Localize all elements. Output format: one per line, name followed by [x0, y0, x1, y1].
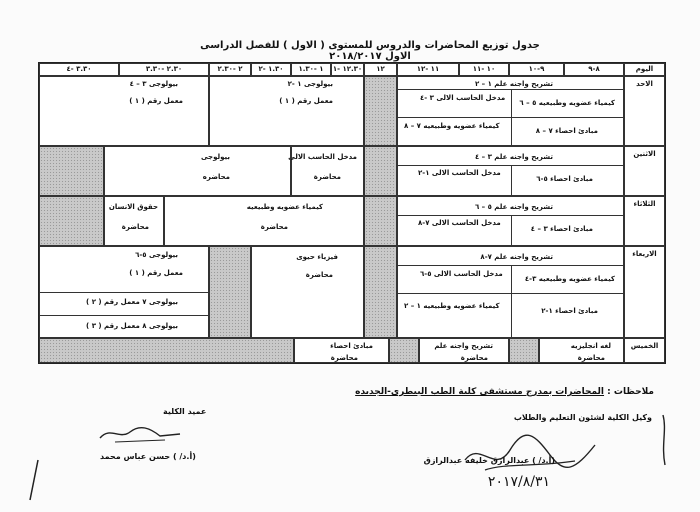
day-tuesday: الثلاثاء	[624, 196, 665, 246]
slot-header: ٣.٣٠ -٤	[39, 63, 119, 76]
lecture-title: بيولوجى	[200, 153, 230, 161]
monday-bio-lecture	[104, 146, 291, 196]
slot-header: ١٢	[364, 63, 397, 76]
lecture-sub: محاضرة	[313, 173, 341, 181]
sunday-bio-lab-2	[39, 76, 209, 146]
wednesday-bio-labs	[39, 246, 209, 338]
slot-header: ١١ -١٢	[397, 63, 459, 76]
bio-title: بيولوجى ١ -٢	[287, 80, 333, 88]
bio-lab: معمل رقم ( ١ )	[279, 97, 333, 105]
lecture-sub: محاضرة	[260, 223, 288, 231]
lecture-title: كيمياء عضويه وطبيعيه	[246, 203, 323, 211]
break-cell	[364, 246, 397, 338]
slot-header: ١.٣٠ -٢	[251, 63, 291, 76]
margin-mark	[655, 410, 675, 470]
slot-header: ٢.٣٠ -٣.٣٠	[119, 63, 209, 76]
break-cell	[364, 76, 397, 146]
sunday-sessions	[397, 76, 624, 146]
bio-title: بيولوجى ٣ – ٤	[129, 80, 178, 88]
header-day: اليوم	[624, 63, 665, 76]
notes-label: ملاحظات :	[607, 387, 654, 397]
monday-session-stats: مبادئ احصاء ٥-٦	[536, 175, 593, 183]
break-cell	[364, 146, 397, 196]
lecture-sub: محاضرة	[121, 223, 149, 231]
vice-dean-name: (أ.د/ ) عبدالرازق خليفه عبدالرازق	[423, 456, 555, 465]
sunday-session-chem: كيمياء عضويه وطبيعيه ٥ – ٦	[519, 99, 615, 107]
bio-lab: معمل رقم ( ١ )	[129, 269, 183, 277]
lecture-title: فيزياء حيوى	[296, 253, 338, 261]
margin-mark	[20, 455, 50, 505]
wednesday-session-anatomy: تشريح واجنه علم ٧-٨	[480, 253, 553, 261]
empty-cell	[39, 196, 104, 246]
empty-cell	[39, 146, 104, 196]
schedule-table	[38, 62, 666, 364]
monday-session-computer: مدخل الحاسب الالى ١-٢	[418, 169, 501, 177]
wednesday-sessions	[397, 246, 624, 338]
sunday-session-computer: مدخل الحاسب الالى ٣ -٤	[420, 94, 506, 102]
monday-computer-lecture	[288, 146, 364, 196]
vice-dean-title: وكيل الكلية لشئون التعليم والطلاب	[513, 413, 652, 422]
bio-lab-group: بيولوجى ٨ معمل رقم ( ٣ )	[86, 322, 178, 330]
thursday-english	[539, 338, 624, 363]
slot-header: ١٢.٣٠ -١	[331, 63, 364, 76]
wednesday-session-stats: مبادئ احصاء ١-٢	[541, 307, 598, 315]
day-thursday: الخميس	[624, 338, 665, 363]
thursday-anatomy	[419, 338, 509, 363]
dean-title: عميد الكلية	[163, 407, 207, 416]
sunday-session-stats: مبادئ احصاء ٧ – ٨	[535, 127, 598, 135]
empty-cell	[389, 338, 419, 363]
sunday-session-anatomy: تشريح واجنه علم ١ – ٢	[474, 80, 553, 88]
empty-cell	[39, 338, 294, 363]
break-cell	[364, 196, 397, 246]
tuesday-session-stats: مبادئ احصاء ٣ – ٤	[530, 225, 593, 233]
sunday-session-chem2: كيمياء عضويه وطبيعيه ٧ – ٨	[404, 122, 500, 130]
lecture-title: تشريح واجنه علم	[434, 342, 493, 350]
page-title: جدول توزيع المحاضرات والدروس للمستوى ( الاول ) للفصل الدراسى الاول ٢٠١٨/٢٠١٧	[200, 40, 540, 62]
wednesday-session-chem2: كيمياء عضويه وطبيعيه ١ – ٢	[404, 302, 500, 310]
tuesday-chem-lecture	[164, 196, 364, 246]
lecture-title: مدخل الحاسب الالى	[288, 153, 357, 161]
bio-title: بيولوجى ٥-٦	[135, 251, 178, 259]
wednesday-session-computer: مدخل الحاسب الالى ٥-٦	[420, 270, 503, 278]
day-sunday: الاحد	[624, 76, 665, 146]
tuesday-sessions	[397, 196, 624, 246]
notes	[355, 387, 654, 397]
lecture-sub: محاضره	[202, 173, 230, 181]
empty-cell	[209, 246, 251, 338]
thursday-stats	[294, 338, 389, 363]
slot-header: ٨-٩	[564, 63, 624, 76]
sunday-bio-lab-1	[209, 76, 364, 146]
lecture-sub: محاضرة	[305, 271, 333, 279]
slot-header: ١ -١.٣٠	[291, 63, 331, 76]
wednesday-physics-lecture	[251, 246, 364, 338]
slot-header: ٩-١٠	[509, 63, 564, 76]
monday-sessions	[397, 146, 624, 196]
slot-header: ١٠ -١١	[459, 63, 509, 76]
wednesday-session-chem: كيمياء عضويه وطبيعيه ٣-٤	[524, 275, 615, 283]
slot-header: ٢ -٢.٣٠	[209, 63, 251, 76]
lecture-title: لغه انجليزيه	[570, 342, 611, 350]
lecture-title: حقوق الانسان	[108, 203, 158, 211]
bio-lab-group: بيولوجى ٧ معمل رقم ( ٢ )	[86, 298, 178, 306]
tuesday-human-rights	[104, 196, 164, 246]
lecture-sub: محاضرة	[577, 354, 605, 362]
tuesday-session-computer: مدخل الحاسب الالى ٧-٨	[418, 219, 501, 227]
bio-lab: معمل رقم ( ١ )	[129, 97, 183, 105]
dean-signature	[95, 418, 185, 448]
dean-name: (أ.د/ ) حسن عباس محمد	[100, 452, 196, 461]
lecture-sub: محاضرة	[330, 354, 358, 362]
monday-session-anatomy: تشريح واجنه علم ٣ – ٤	[474, 153, 553, 161]
tuesday-session-anatomy: تشريح واجنه علم ٥ – ٦	[474, 203, 553, 211]
day-wednesday: الاربعاء	[624, 246, 665, 338]
handwritten-date: ٢٠١٧/٨/٣١	[487, 474, 550, 490]
lecture-sub: محاضرة	[460, 354, 488, 362]
lecture-title: مبادئ احصاء	[330, 342, 373, 350]
empty-cell	[509, 338, 539, 363]
notes-text: المحاضرات بمدرج مستشفى كلية الطب البيطرى-الجديده	[355, 387, 605, 397]
day-monday: الاثنين	[624, 146, 665, 196]
